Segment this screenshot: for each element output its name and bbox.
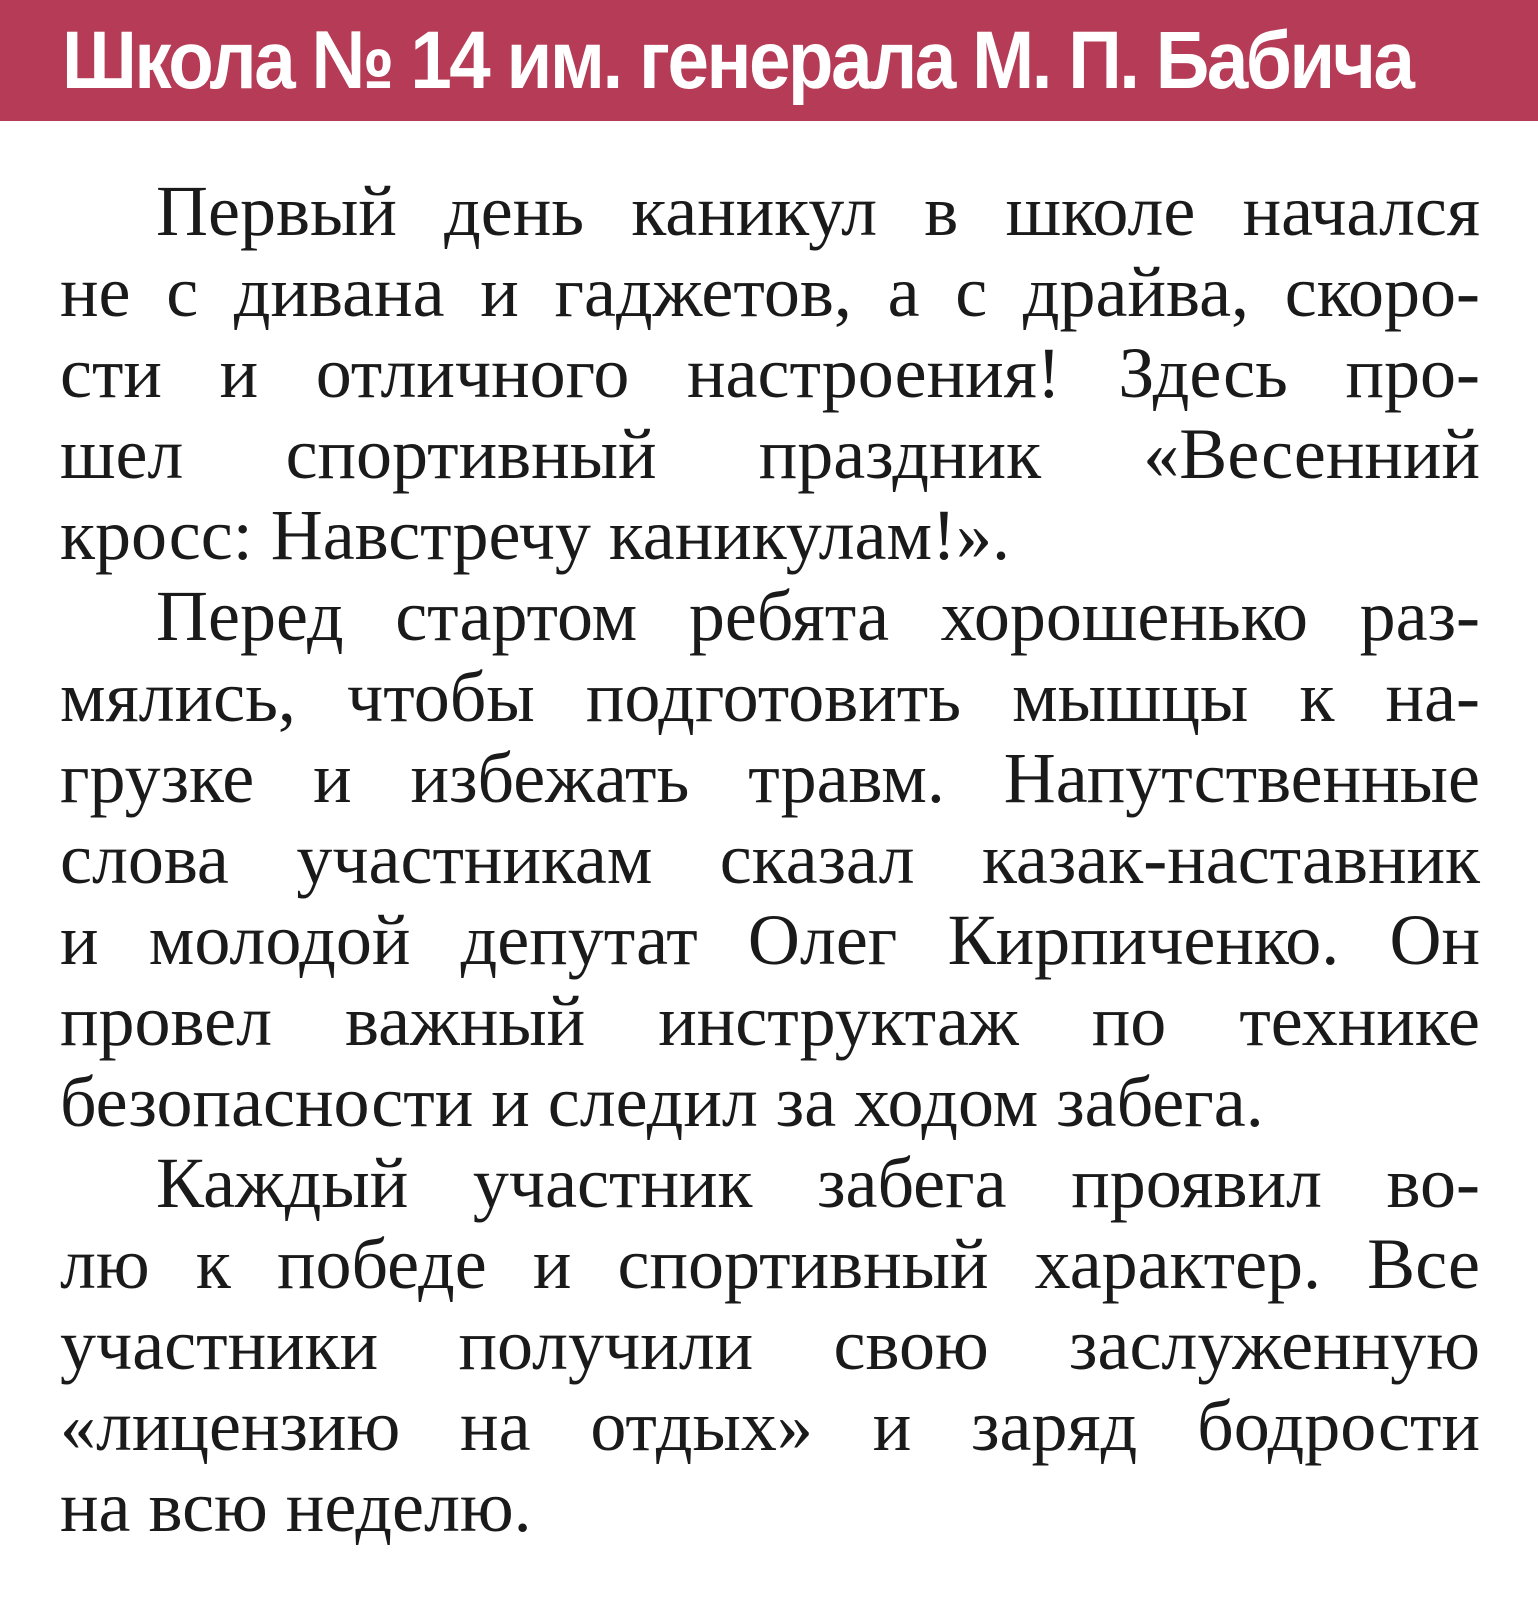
article-text <box>0 121 1538 1548</box>
text-line: участники получили свою заслуженную <box>60 1305 1480 1385</box>
text-line: «лицензию на отдых» и заряд бодрости <box>60 1386 1480 1466</box>
text-line: на всю неделю. <box>60 1467 532 1547</box>
text-line: не с дивана и гаджетов, а с драйва, скоро- <box>60 252 1480 332</box>
text-line: мялись, чтобы подготовить мышцы к на- <box>60 657 1480 737</box>
section-header-title: Школа № 14 им. генерала М. П. Бабича <box>62 14 1413 107</box>
text-line: Перед стартом ребята хорошенько раз- <box>156 576 1480 656</box>
text-line: безопасности и следил за ходом забега. <box>60 1062 1264 1142</box>
text-line: шел спортивный праздник «Весенний <box>60 414 1480 494</box>
text-line: лю к победе и спортивный характер. Все <box>60 1224 1480 1304</box>
text-line: грузке и избежать травм. Напутственные <box>60 738 1480 818</box>
text-line: слова участникам сказал казак-наставник <box>60 819 1480 899</box>
text-line: провел важный инструктаж по технике <box>60 981 1480 1061</box>
text-line: кросс: Навстречу каникулам!». <box>60 495 1011 575</box>
paragraph <box>60 1143 1480 1548</box>
section-header-bar <box>0 0 1538 121</box>
paragraph <box>60 171 1480 576</box>
paragraph <box>60 576 1480 1143</box>
text-line: Первый день каникул в школе начался <box>156 171 1480 251</box>
text-line: Каждый участник забега проявил во- <box>156 1143 1480 1223</box>
text-line: и молодой депутат Олег Кирпиченко. Он <box>60 900 1480 980</box>
text-line: сти и отличного настроения! Здесь про- <box>60 333 1480 413</box>
